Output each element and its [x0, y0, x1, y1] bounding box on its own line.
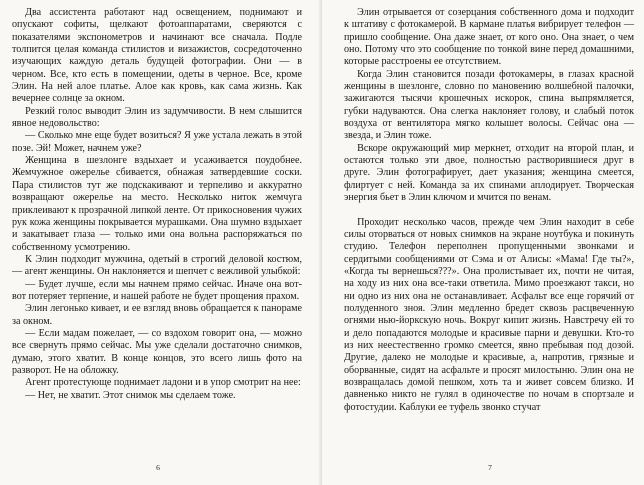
right-paragraph: Вскоре окружающий мир меркнет, отходит на второй план, и остаются только эти двое, полностью растворившиеся друг в друге. Элин фотографирует, дает указания; женщина смеется, флиртует с ней. Команда за их спинами аплодирует. Творческая энергия бьет в Элин ключом и мчится по венам. [344, 142, 634, 204]
left-paragraph: Резкий голос выводит Элин из задумчивости. В нем слышится явное недовольство: [12, 105, 302, 130]
right-page [322, 0, 644, 485]
right-paragraph: Когда Элин становится позади фотокамеры, в глазах красной женщины в шезлонге, словно по мановению волшебной палочки, зажигаются тысячи крошечных искорок, спина выпрямляется, губки надуваются. Она слегка наклоняет голову, и слабый поток воздуха от вентилятора мягко колышет волосы. Сейчас она — звезда, и Элин тоже. [344, 68, 634, 142]
page-number-left: 6 [156, 463, 160, 472]
left-page-text [12, 7, 302, 402]
left-paragraph: К Элин подходит мужчина, одетый в строгий деловой костюм, — агент женщины. Он наклоняется и шепчет с вежливой улыбкой: [12, 253, 302, 278]
left-paragraph: Элин легонько кивает, и ее взгляд вновь обращается к панораме за окном. [12, 303, 302, 327]
left-paragraph: — Будет лучше, если мы начнем прямо сейчас. Иначе она вот-вот потеряет терпение, и нашей работе не будет прощения прахом. [12, 278, 302, 302]
left-paragraph: Женщина в шезлонге вздыхает и усаживается поудобнее. Жемчужное ожерелье сбивается, обнажая затвердевшие соски. Пара стилистов тут же подскакивают и терпеливо и аккуратно возвращают ожерелье на место. Несколько ниток жемчуга приклеивают к прозрачной липкой ленте. От прикосновения чужих рук кожа женщины покрывается мурашками. Она шумно вздыхает и закатывает глаза — только ими она вольна распоряжаться по собственному усмотрению. [12, 155, 302, 253]
page-number-right: 7 [488, 463, 492, 472]
left-paragraph: — Нет, не хватит. Этот снимок мы сделаем тоже. [25, 389, 236, 401]
left-paragraph: Агент протестующе поднимает ладони и в упор смотрит на нее: [25, 377, 301, 389]
left-paragraph: — Сколько мне еще будет возиться? Я уже устала лежать в этой позе. Эй! Может, начнем уже? [12, 130, 302, 154]
left-paragraph: — Если мадам пожелает, — со вздохом говорит она, — можно все свернуть прямо сейчас. Мы уже сделали достаточно снимков, думаю, этого хватит. В конце концов, это всего лишь фото на разворот. Не на обложку. [12, 327, 302, 376]
right-paragraph: Элин отрывается от созерцания собственного дома и подходит к штативу с фотокамерой. В кармане платья вибрирует телефон — пришло сообщение. Она даже знает, от кого оно. Она знает, о чем оно. Потому что это сообщение по тонкой вине перед домашними, которые расстроены ее отсутствием. [344, 7, 634, 68]
right-page-text [344, 7, 634, 414]
right-paragraph: Проходит несколько часов, прежде чем Элин находит в себе силы оторваться от новых снимков на экране ноутбука и покинуть студию. Телефон переполнен пропущенными звонками и сердитыми сообщениями от Сэма и от Алисы: «Мама! Где ты?», «Когда ты вернешься???». Она пролистывает их, почти не читая, на ходу из них она все-таки ответила. Мимо проезжают такси, но ни одно из них она не останавливает. Асфальт все еще горячий от полуденного зноя. Элин медленно бредет сквозь расцвеченную огнями нью-йоркскую ночь. Вокруг кипит жизнь. Навстречу ей то и дело попадаются молодые и красивые парни и девушки. Кто-то из них неестественно громко смеется, явно пребывая под дозой. Другие, далеко не молодые и красивые, а, напротив, грязные и оборванные, сидят на асфальте и просят милостыню. Элин она не возвращалась домой пешком, хоть та и живет совсем близко. И давненько никто не гулял в одиночестве по ночам в спортзале и фотостудии. Каблуки ее туфель звонко стучат [344, 216, 634, 413]
left-paragraph: Два ассистента работают над освещением, поднимают и опускают софиты, щелкают фотоаппаратами, сверяются с показателями экспонометров и начинают все сначала. Подле толпится целая команда стилистов и визажистов, сосредоточенно изучающих каждую деталь будущей фотографии. Они — в черном. Все, кто есть в помещении, одеты в черное. Все, кроме Элин. На ней алое платье. Алое как кровь, как сама жизнь. Как вечернее солнце за окном. [12, 7, 302, 105]
